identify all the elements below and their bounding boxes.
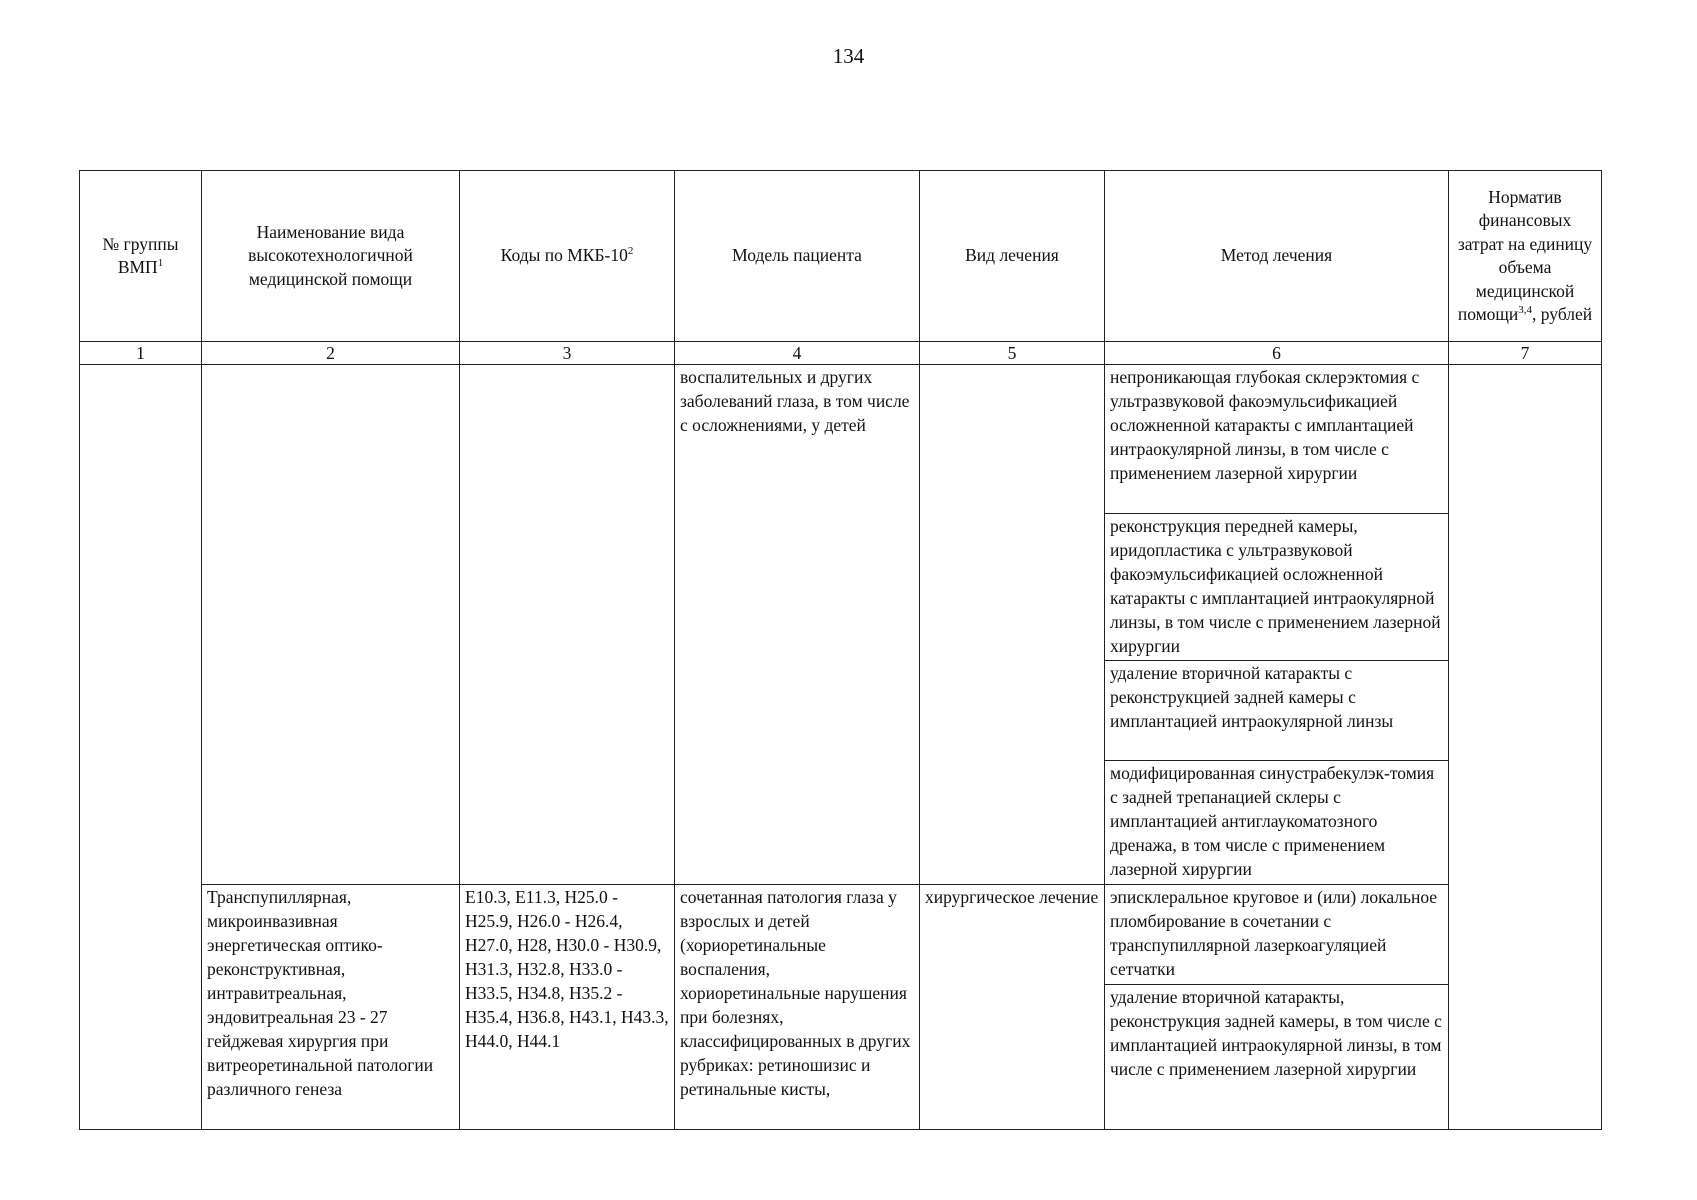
treatment-type-cell: хирургическое лечение [920, 885, 1105, 1130]
header-treatment-type: Вид лечения [920, 171, 1105, 342]
treatment-method-cell: модифицированная синустрабекулэк-томия с задней трепанацией склеры с имплантацией антиглаукоматозного дренажа, в том числе с применением лазерной хирургии [1105, 761, 1449, 885]
treatment-method-cell: непроникающая глубокая склерэктомия с ультразвуковой факоэмульсификацией осложненной катаракты с имплантацией интраокулярной линзы, в том числе с применением лазерной хирургии [1105, 365, 1449, 514]
patient-model-cell: сочетанная патология глаза у взрослых и детей (хориоретинальные воспаления, хориоретинальные нарушения при болезнях, классифицированных в других рубриках: ретиношизис и ретинальные кисты, [675, 885, 920, 1130]
icd-codes-cell: E10.3, E11.3, H25.0 - H25.9, H26.0 - H26.4, H27.0, H28, H30.0 - H30.9, H31.3, H32.8, H33.0 - H33.5, H34.8, H35.2 - H35.4, H36.8, H43.1, H43.3, H44.0, H44.1 [460, 885, 675, 1130]
care-type-name-cell: Транспупиллярная, микроинвазивная энергетическая оптико-реконструктивная, интравитреальная, эндовитреальная 23 - 27 гейджевая хирургия при витреоретинальной патологии различного генеза [202, 885, 460, 1130]
vmp-table [79, 170, 1602, 1130]
header-cost-standard: Норматив финансовых затрат на единицу объема медицинской помощи$^{3,4}$, рублей [1449, 171, 1602, 342]
column-number: 4 [675, 342, 920, 365]
page-number: 134 [832, 44, 865, 68]
header-group-number: № группы ВМП$^1$ [80, 171, 202, 342]
column-number: 2 [202, 342, 460, 365]
column-number: 6 [1105, 342, 1449, 365]
group-number-cell [80, 365, 202, 1130]
column-number: 1 [80, 342, 202, 365]
header-patient-model: Модель пациента [675, 171, 920, 342]
column-number: 5 [920, 342, 1105, 365]
column-number: 7 [1449, 342, 1602, 365]
treatment-method-cell: удаление вторичной катаракты, реконструкция задней камеры, в том числе с имплантацией интраокулярной линзы, в том числе с применением лазерной хирургии [1105, 985, 1449, 1130]
treatment-type-cell [920, 365, 1105, 885]
treatment-method-cell: эписклеральное круговое и (или) локальное пломбирование в сочетании с транспупиллярной лазеркоагуляцией сетчатки [1105, 885, 1449, 985]
icd-codes-cell [460, 365, 675, 885]
treatment-method-cell: удаление вторичной катаракты с реконструкцией задней камеры с имплантацией интраокулярной линзы [1105, 661, 1449, 761]
patient-model-cell: воспалительных и других заболеваний глаза, в том числе с осложнениями, у детей [675, 365, 920, 885]
cost-standard-cell [1449, 365, 1602, 1130]
column-number: 3 [460, 342, 675, 365]
header-treatment-method: Метод лечения [1105, 171, 1449, 342]
header-icd-codes: Коды по МКБ-$10^2$ [460, 171, 675, 342]
header-care-type-name: Наименование вида высокотехнологичной медицинской помощи [202, 171, 460, 342]
care-type-name-cell [202, 365, 460, 885]
treatment-method-cell: реконструкция передней камеры, иридопластика с ультразвуковой факоэмульсификацией осложненной катаракты с имплантацией интраокулярной линзы, в том числе с применением лазерной хирургии [1105, 514, 1449, 661]
